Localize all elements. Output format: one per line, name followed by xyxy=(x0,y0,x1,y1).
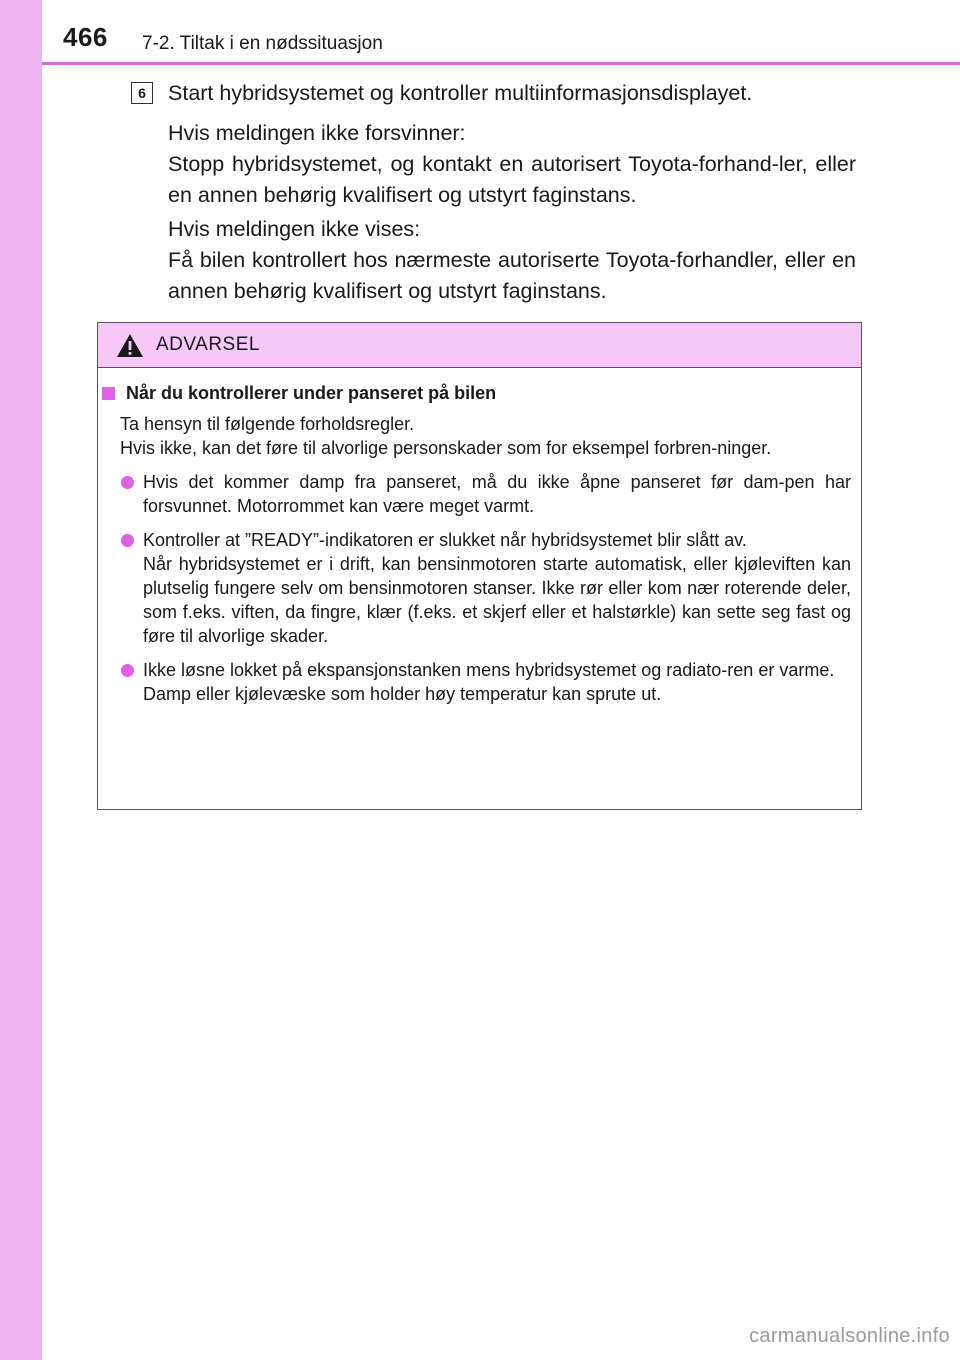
header-divider xyxy=(42,62,960,65)
bullet-text: Damp eller kjølevæske som holder høy temperatur kan sprute ut. xyxy=(143,684,662,704)
warning-body xyxy=(98,381,861,706)
warning-topic xyxy=(100,381,861,405)
footer-watermark: carmanualsonline.info xyxy=(749,1325,950,1347)
circle-bullet-icon xyxy=(121,664,134,677)
case-text: Få bilen kontrollert hos nærmeste autoriserte Toyota-forhandler, eller en annen behørig kvalifisert og utstyrt faginstans. xyxy=(168,248,856,303)
warning-box xyxy=(97,322,862,810)
bullet-text: Kontroller at ”READY”-indikatoren er slukket når hybridsystemet blir slått av. xyxy=(143,530,747,550)
bullet-text: Ikke løsne lokket på ekspansjonstanken mens hybridsystemet og radiato-ren er varme. xyxy=(143,660,835,680)
warning-bullet-item xyxy=(143,658,851,706)
section-title: 7-2. Tiltak i en nødssituasjon xyxy=(142,33,383,54)
step-main-text xyxy=(168,78,856,109)
circle-bullet-icon xyxy=(121,476,134,489)
step-instruction: Start hybridsystemet og kontroller multiinformasjonsdisplayet. xyxy=(168,81,753,105)
step-case-not-cleared xyxy=(168,118,856,211)
intro-line: Ta hensyn til følgende forholdsregler. xyxy=(120,414,415,434)
warning-label: ADVARSEL xyxy=(156,334,260,355)
warning-triangle-icon xyxy=(116,333,144,358)
case-text: Stopp hybridsystemet, og kontakt en autorisert Toyota-forhand-ler, eller en annen behørig kvalifisert og utstyrt faginstans. xyxy=(168,152,856,207)
warning-topic-text: Når du kontrollerer under panseret på bilen xyxy=(126,383,497,403)
case-title: Hvis meldingen ikke forsvinner: xyxy=(168,121,466,145)
side-color-strip xyxy=(0,0,42,1360)
case-title: Hvis meldingen ikke vises: xyxy=(168,217,421,241)
bullet-text: Hvis det kommer damp fra panseret, må du ikke åpne panseret før dam-pen har forsvunnet. Motorrommet kan være meget varmt. xyxy=(143,472,851,516)
warning-intro xyxy=(120,412,851,460)
warning-bullet-item xyxy=(143,528,851,648)
page-number: 466 xyxy=(63,22,108,52)
circle-bullet-icon xyxy=(121,534,134,547)
intro-line: Hvis ikke, kan det føre til alvorlige personskader som for eksempel forbren-ninger. xyxy=(120,438,772,458)
bullet-text: Når hybridsystemet er i drift, kan bensinmotoren starte automatisk, eller kjøleviften kan plutselig fungere selv om bensinmotoren stanser. Ikke rør eller kom nær roterende deler, som f.eks. viften, da fingre, klær (f.eks. et skjerf eller et halstørkle) kan sette seg fast og føre til alvorlige skader. xyxy=(143,554,851,646)
warning-bullet-item xyxy=(143,470,851,518)
square-bullet-icon xyxy=(102,387,115,400)
warning-header xyxy=(98,323,861,368)
step-case-not-shown xyxy=(168,214,856,307)
step-number-badge: 6 xyxy=(131,82,153,104)
